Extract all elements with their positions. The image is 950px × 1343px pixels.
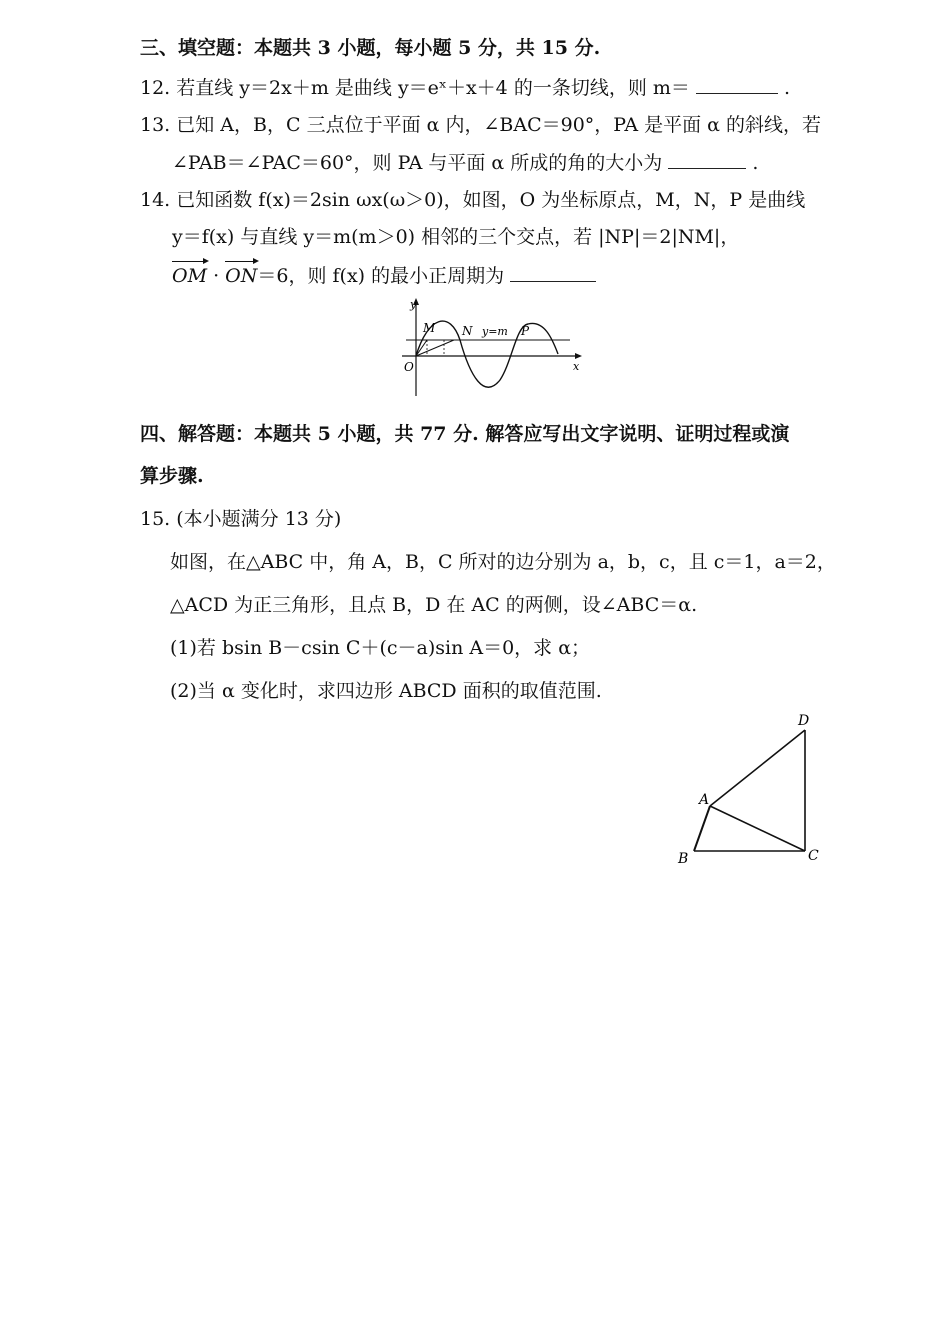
- question-13-line-1: [140, 113, 821, 137]
- question-14-text-3: ＝6，则 f(x) 的最小正周期为: [257, 265, 505, 287]
- answer-blank: [510, 263, 596, 282]
- quadrilateral-abcd-figure: [672, 708, 832, 870]
- sine-curve-figure: [398, 296, 588, 400]
- point-p-label: P: [521, 324, 530, 338]
- question-14-text-2: y＝f(x) 与直线 y＝m(m＞0) 相邻的三个交点，若 |NP|＝2|NM|，: [172, 226, 740, 248]
- question-15-part-2: (2)当 α 变化时，求四边形 ABCD 面积的取值范围.: [170, 680, 602, 702]
- section-4-heading-line-1: 四、解答题：本题共 5 小题，共 77 分. 解答应写出文字说明、证明过程或演: [140, 423, 790, 445]
- vector-om: OM: [172, 265, 208, 287]
- vector-on: ON: [225, 265, 258, 287]
- x-axis-arrow: [575, 353, 582, 359]
- question-12-text: 若直线 y＝2x＋m 是曲线 y＝eˣ＋x＋4 的一条切线，则 m＝: [176, 77, 690, 99]
- section-4-heading-line-2: 算步骤.: [140, 465, 204, 487]
- point-n-label: N: [462, 324, 473, 338]
- answer-blank: [668, 150, 746, 169]
- question-13-text-2: ∠PAB＝∠PAC＝60°，则 PA 与平面 α 所成的角的大小为: [172, 152, 663, 174]
- question-12: [140, 75, 790, 100]
- side-ad: [710, 730, 805, 806]
- question-13-end: .: [752, 152, 759, 174]
- question-number: 15.: [140, 508, 171, 530]
- side-ab: [694, 806, 710, 851]
- question-12-end: .: [783, 77, 791, 99]
- vertex-c-label: C: [808, 848, 819, 864]
- vertex-a-label: A: [699, 792, 710, 808]
- question-15-points: (本小题满分 13 分): [176, 508, 342, 530]
- question-number: 12.: [140, 77, 171, 99]
- question-15-part-1: (1)若 bsin B－csin C＋(c－a)sin A＝0，求 α；: [170, 637, 591, 659]
- answer-blank: [696, 75, 778, 94]
- y-axis-label: y: [410, 298, 417, 311]
- question-14-line-2: [172, 225, 739, 249]
- question-13-line-2: [172, 150, 758, 175]
- vertex-b-label: B: [678, 851, 689, 867]
- x-axis-label: x: [573, 360, 580, 373]
- diagonal-ac: [710, 806, 805, 851]
- origin-label: O: [404, 360, 414, 374]
- dot-product-symbol: ·: [213, 265, 220, 287]
- question-14-line-3: [172, 263, 596, 288]
- question-15-line-1: 如图，在△ABC 中，角 A，B，C 所对的边分别为 a，b，c，且 c＝1，a＝2，: [170, 551, 836, 573]
- point-m-label: M: [423, 321, 436, 335]
- question-number: 13.: [140, 114, 171, 136]
- line-y-m-label: y=m: [482, 325, 508, 338]
- question-15-line-2: △ACD 为正三角形，且点 B，D 在 AC 的两侧，设∠ABC＝α.: [170, 594, 698, 616]
- question-15-header: [140, 507, 341, 531]
- vertex-d-label: D: [798, 713, 810, 729]
- question-14-line-1: [140, 188, 805, 212]
- question-number: 14.: [140, 189, 171, 211]
- section-3-heading: 三、填空题：本题共 3 小题，每小题 5 分，共 15 分.: [140, 37, 601, 59]
- question-13-text-1: 已知 A，B，C 三点位于平面 α 内，∠BAC＝90°，PA 是平面 α 的斜线，若: [176, 114, 822, 136]
- question-14-text-1: 已知函数 f(x)＝2sin ωx(ω＞0)，如图，O 为坐标原点，M，N，P 是曲线: [176, 189, 806, 211]
